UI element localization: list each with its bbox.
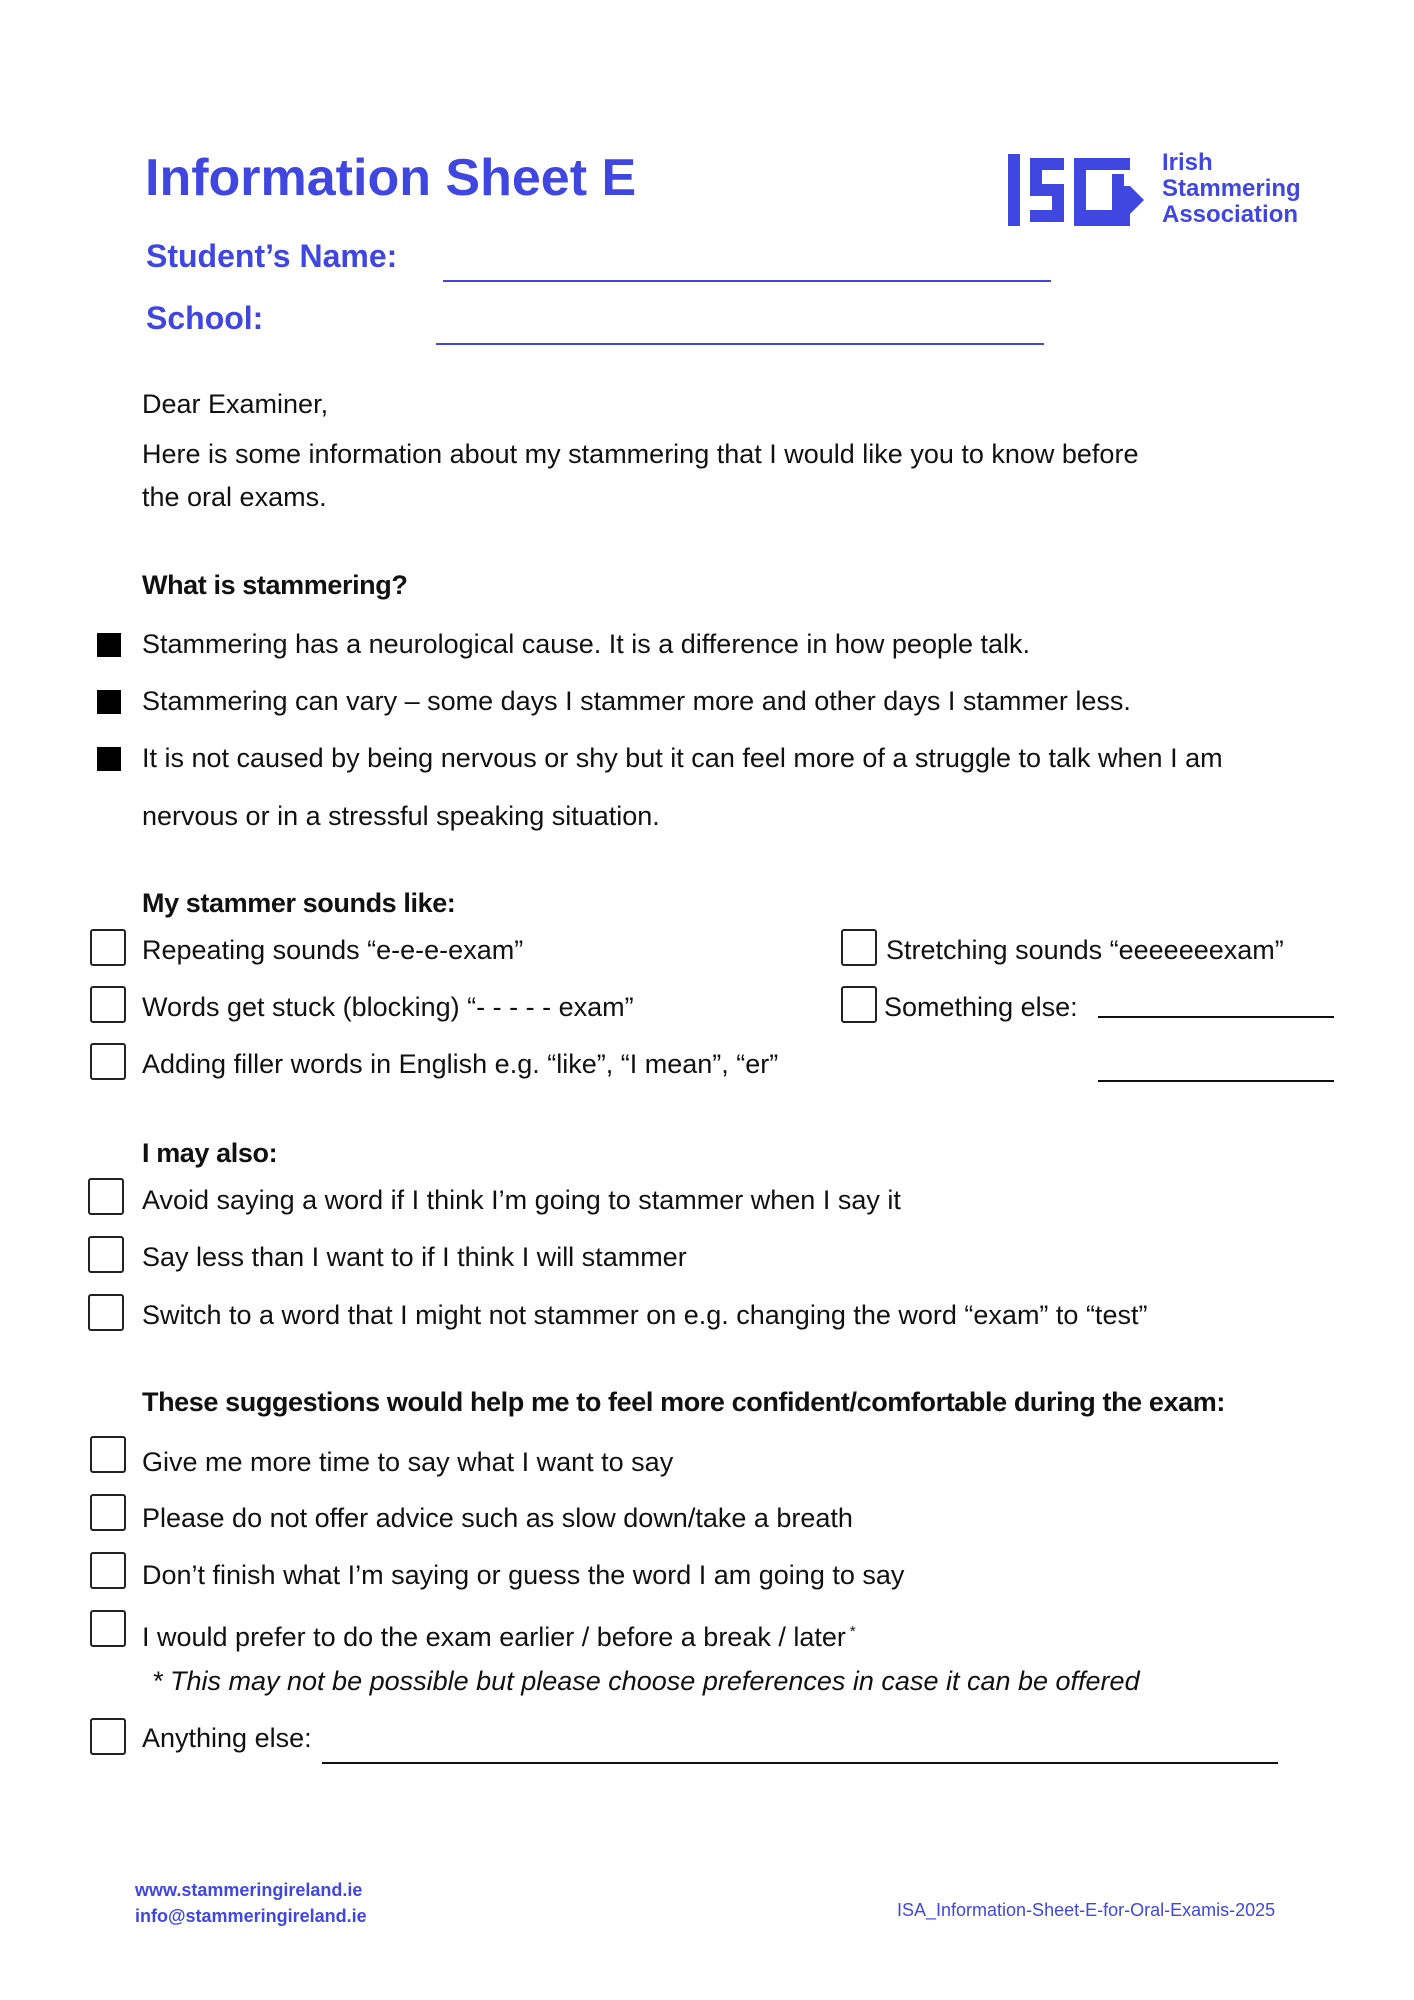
what-is-heading: What is stammering? [142, 570, 408, 600]
checkbox-say-less[interactable] [88, 1236, 124, 1273]
sounds-like-heading: My stammer sounds like: [142, 888, 456, 918]
option-more-time: Give me more time to say what I want to say [142, 1447, 674, 1477]
checkbox-something-else[interactable] [841, 986, 877, 1023]
option-avoid-word: Avoid saying a word if I think I’m going to stammer when I say it [142, 1185, 901, 1215]
page-title: Information Sheet E [145, 149, 637, 207]
logo-line-3: Association [1162, 201, 1299, 228]
bullet-square-icon [97, 690, 121, 714]
option-stretching: Stretching sounds “eeeeeeexam” [886, 935, 1284, 965]
something-else-field-1[interactable] [1098, 1016, 1334, 1018]
option-exam-timing [142, 1616, 856, 1653]
isa-logo [1008, 150, 1318, 230]
fact-2: Stammering can vary – some days I stammer more and other days I stammer less. [142, 686, 1131, 716]
option-blocking: Words get stuck (blocking) “- - - - - exam” [142, 992, 634, 1022]
fact-3-continued: nervous or in a stressful speaking situation. [142, 801, 660, 831]
checkbox-repeating[interactable] [90, 929, 126, 966]
option-filler-words: Adding filler words in English e.g. “like”, “I mean”, “er” [142, 1049, 779, 1079]
checkbox-no-advice[interactable] [90, 1494, 126, 1531]
isa-logo-mark [1008, 154, 1150, 226]
anything-else-field[interactable] [322, 1762, 1278, 1764]
checkbox-exam-timing[interactable] [90, 1610, 126, 1647]
checkbox-filler-words[interactable] [90, 1043, 126, 1080]
option-dont-finish: Don’t finish what I’m saying or guess the word I am going to say [142, 1560, 905, 1590]
checkbox-stretching[interactable] [841, 929, 877, 966]
footer-email-link[interactable]: info@stammeringireland.ie [135, 1906, 367, 1926]
fact-3: It is not caused by being nervous or shy but it can feel more of a struggle to talk when I am [142, 743, 1223, 773]
option-switch-word: Switch to a word that I might not stammer on e.g. changing the word “exam” to “test” [142, 1300, 1148, 1330]
school-field[interactable] [436, 343, 1044, 345]
checkbox-anything-else[interactable] [90, 1718, 126, 1755]
checkbox-blocking[interactable] [90, 986, 126, 1023]
footer-document-id: ISA_Information-Sheet-E-for-Oral-Examis-2025 [897, 1900, 1276, 1920]
asterisk-mark: * [849, 1623, 856, 1640]
option-exam-timing-text: I would prefer to do the exam earlier / before a break / later [142, 1622, 846, 1652]
footer-website-link[interactable]: www.stammeringireland.ie [135, 1880, 363, 1900]
logo-line-1: Irish [1162, 149, 1213, 176]
intro-line-2: the oral exams. [142, 482, 327, 512]
checkbox-avoid-word[interactable] [88, 1178, 124, 1215]
isa-logo-text [1162, 150, 1301, 228]
greeting: Dear Examiner, [142, 389, 329, 419]
bullet-square-icon [97, 747, 121, 771]
timing-footnote: * This may not be possible but please choose preferences in case it can be offered [152, 1666, 1140, 1696]
option-no-advice: Please do not offer advice such as slow down/take a breath [142, 1503, 853, 1533]
option-repeating: Repeating sounds “e-e-e-exam” [142, 935, 524, 965]
logo-line-2: Stammering [1162, 175, 1301, 202]
suggestions-heading: These suggestions would help me to feel more confident/comfortable during the exam: [142, 1387, 1225, 1417]
option-something-else: Something else: [884, 992, 1078, 1022]
something-else-field-2[interactable] [1098, 1080, 1334, 1082]
fact-1: Stammering has a neurological cause. It is a difference in how people talk. [142, 629, 1031, 659]
anything-else-label: Anything else: [142, 1723, 312, 1753]
checkbox-dont-finish[interactable] [90, 1552, 126, 1589]
bullet-square-icon [97, 633, 121, 657]
checkbox-more-time[interactable] [90, 1436, 126, 1473]
student-name-label: Student’s Name: [146, 238, 398, 274]
school-label: School: [146, 300, 264, 336]
intro-line-1: Here is some information about my stammering that I would like you to know before [142, 439, 1139, 469]
checkbox-switch-word[interactable] [88, 1294, 124, 1331]
may-also-heading: I may also: [142, 1138, 278, 1168]
option-say-less: Say less than I want to if I think I will stammer [142, 1242, 687, 1272]
student-name-field[interactable] [443, 280, 1051, 282]
